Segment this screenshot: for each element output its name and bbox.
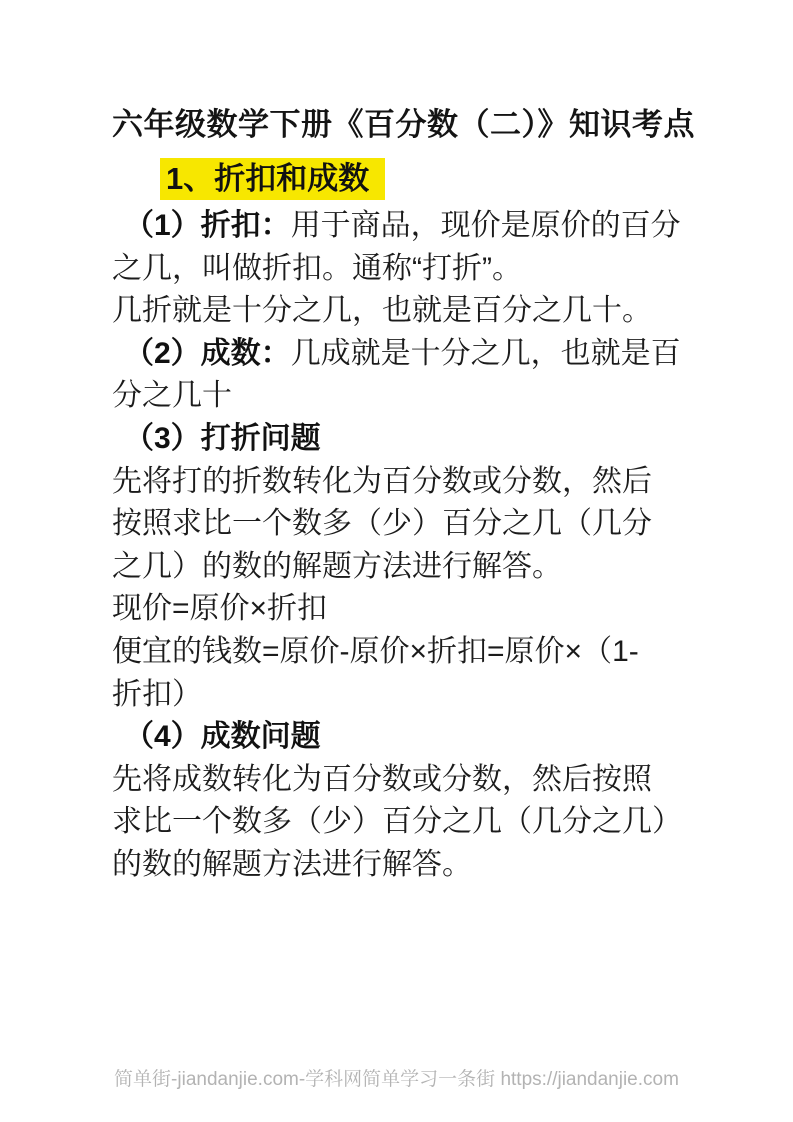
body-text [112,205,712,887]
text-line [112,375,712,418]
sub-heading-line [112,716,712,759]
document-page [112,106,712,887]
line-text: 先将成数转化为百分数或分数，然后按照 [112,762,652,796]
text-line [112,461,712,504]
bold-lead: （4）成数问题 [124,720,321,754]
line-text: 的数的解题方法进行解答。 [112,847,472,881]
section-heading-highlight: 1、折扣和成数 [160,158,385,200]
line-text: 现价=原价×折扣 [112,592,328,626]
line-text: 折扣） [112,677,202,711]
line-text: 便宜的钱数=原价-原价×折扣=原价×（1- [112,634,639,668]
text-line [112,844,712,887]
text-line [112,333,712,376]
page-title: 六年级数学下册《百分数（二）》知识考点 [112,107,695,142]
text-line [112,503,712,546]
bold-lead: （2）成数： [124,336,291,370]
line-text: 几折就是十分之几，也就是百分之几十。 [112,294,652,328]
text-line [112,290,712,333]
line-text: 先将打的折数转化为百分数或分数，然后 [112,464,652,498]
line-text: 用于商品，现价是原价的百分 [290,209,681,242]
line-text: 之几）的数的解题方法进行解答。 [112,549,562,583]
text-line [112,801,712,844]
text-line [112,248,712,291]
line-text: 之几，叫做折扣。通称“打折”。 [112,251,522,285]
sub-heading-line [112,418,712,461]
line-text: 求比一个数多（少）百分之几（几分之几） [112,805,682,839]
text-line [112,631,712,674]
text-line [112,588,712,631]
bold-lead: （1）折扣： [124,209,291,242]
text-line [112,759,712,802]
footer-credit: 简单街-jiandanjie.com-学科网简单学习一条街 https://jiandanjie.com [114,1069,679,1090]
line-text: 几成就是十分之几，也就是百 [290,336,681,370]
text-line [112,674,712,717]
bold-lead: （3）打折问题 [124,421,321,455]
text-line [112,546,712,589]
section-heading-row [112,158,712,200]
text-line [112,205,712,248]
line-text: 按照求比一个数多（少）百分之几（几分 [112,507,652,541]
line-text: 分之几十 [112,379,232,413]
